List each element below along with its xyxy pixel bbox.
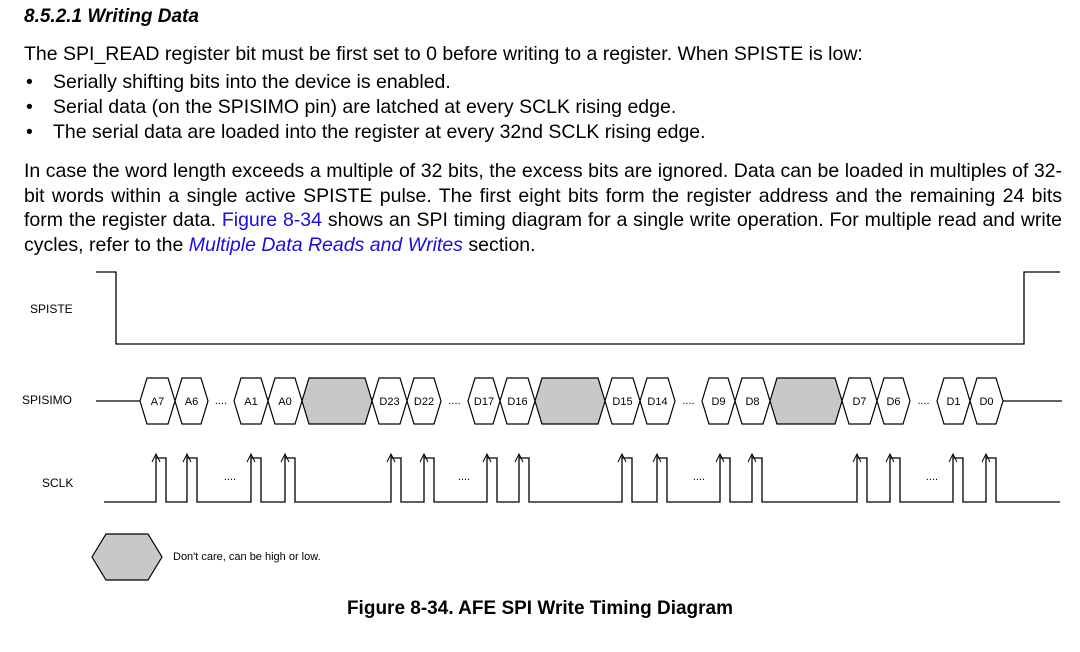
figure-caption: Figure 8-34. AFE SPI Write Timing Diagram (346, 598, 734, 619)
spisimo-bus (96, 378, 1062, 424)
figure-link[interactable]: Figure 8-34 (221, 209, 322, 231)
bit-label: D7 (852, 396, 867, 408)
bullet-item: • The serial data are loaded into the register at every 32nd SCLK rising edge. (26, 121, 706, 143)
sclk-ellipsis-text: .... (692, 471, 706, 483)
bit-label: D15 (612, 396, 633, 408)
dont-care-legend-text: Don't care, can be high or low. (173, 551, 321, 563)
bit-label: A7 (150, 396, 165, 408)
bit-label: A6 (184, 396, 199, 408)
bullet-list (24, 70, 706, 145)
bit-label: D16 (507, 396, 528, 408)
section-heading: 8.5.2.1 Writing Data (24, 6, 199, 27)
timing-diagram (0, 268, 1080, 588)
sclk-ellipsis-text: .... (457, 471, 471, 483)
sclk-line (104, 458, 1060, 502)
sclk-ellipsis-text: .... (925, 471, 939, 483)
bus-ellipsis-text: .... (682, 395, 695, 407)
signal-label-spiste: SPISTE (30, 302, 73, 316)
bit-label: D14 (647, 396, 668, 408)
sclk-ellipsis-text: .... (223, 471, 237, 483)
bit-label: D1 (946, 396, 961, 408)
bullet-dot-icon: • (26, 71, 33, 93)
bit-label: A1 (244, 396, 258, 408)
bit-label: D22 (413, 396, 435, 408)
body-paragraph: In case the word length exceeds a multiple of 32 bits, the excess bits are ignored. Data can be loaded in multiples of 32-bit words within a single active SPISTE pulse. The first eight bits form the register address and the remaining 24 bits form the register data. Figure 8-34 shows an SPI timing diagram for a single write operation. For multiple read and write cycles, refer to the Multiple Data Reads and Writes section. (24, 160, 1062, 256)
bit-label: D9 (711, 396, 726, 408)
bit-label: D6 (886, 396, 901, 408)
bit-label: D8 (745, 396, 760, 408)
dont-care-legend-icon (92, 534, 162, 580)
dont-care-cell (770, 378, 842, 424)
sclk-waveform (104, 454, 1060, 502)
dont-care-cell (535, 378, 605, 424)
bullet-item: • Serially shifting bits into the device is enabled. (26, 71, 451, 93)
bullet-item: • Serial data (on the SPISIMO pin) are latched at every SCLK rising edge. (26, 96, 677, 118)
bullet-dot-icon: • (26, 121, 33, 143)
intro-text: The SPI_READ register bit must be first set to 0 before writing to a register. When SPISTE is low: (24, 43, 863, 65)
bus-ellipsis-text: .... (214, 395, 228, 407)
bullet-dot-icon: • (26, 96, 33, 118)
bus-ellipsis-text: .... (448, 395, 461, 407)
dont-care-cell (302, 378, 372, 424)
section-link[interactable]: Multiple Data Reads and Writes (188, 233, 463, 256)
spiste-waveform (96, 272, 1060, 344)
signal-label-spisimo: SPISIMO (22, 393, 73, 407)
bus-ellipsis-text: .... (917, 395, 930, 407)
bit-label: A0 (278, 396, 292, 408)
bit-label: D0 (979, 396, 994, 408)
signal-label-sclk: SCLK (42, 476, 74, 490)
bit-label: D23 (379, 396, 400, 408)
bit-label: D17 (473, 396, 495, 408)
